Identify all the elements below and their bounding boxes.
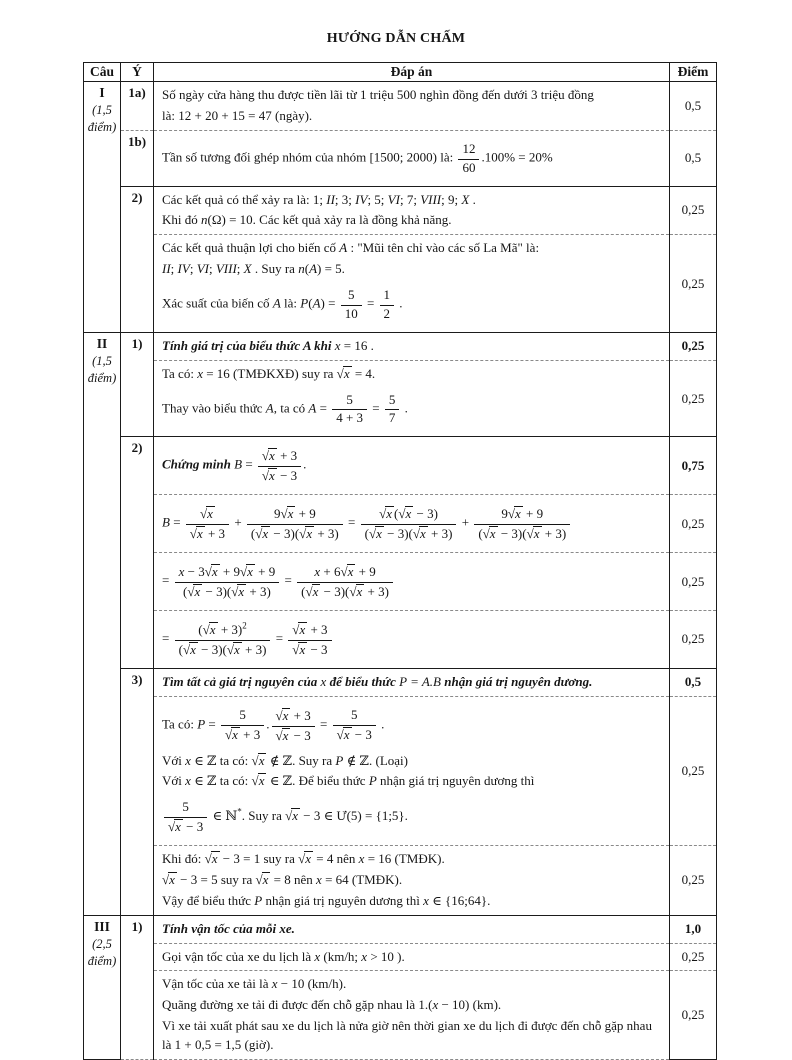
cell-part: 1) — [121, 915, 154, 1059]
cell-part: 1b) — [121, 130, 154, 186]
radical-icon: √ — [280, 506, 288, 522]
answer-line: Các kết quả thuận lợi cho biến cố A : "Mũi tên chỉ vào các số La Mã" là: — [162, 240, 540, 256]
sqrt-expression: √x — [275, 727, 289, 743]
answer-line: là: 12 + 20 + 15 = 47 (ngày). — [162, 107, 313, 123]
radical-icon: √ — [275, 707, 283, 723]
column-header-diem: Điểm — [670, 63, 717, 82]
fraction: $\frac{x - 3√x + 9√x + 9}{(√x - 3)(√x + 3)}$ — [175, 563, 280, 600]
radical-icon: √ — [336, 365, 344, 381]
radical-icon: √ — [189, 526, 197, 542]
sqrt-expression: √x — [398, 506, 412, 522]
cell-score: 0,5 — [670, 82, 717, 131]
cell-answer — [154, 943, 670, 971]
cell-part: 1) — [121, 332, 154, 437]
cell-score: 0,25 — [670, 332, 717, 360]
radical-icon: √ — [251, 752, 259, 768]
sqrt-expression: √x — [275, 707, 289, 723]
radical-icon: √ — [231, 584, 239, 600]
question-points-note: điểm) — [87, 370, 117, 385]
answer-line: Gọi vận tốc của xe du lịch là x (km/h; x > 10 ). — [162, 948, 405, 964]
cell-score: 0,25 — [670, 611, 717, 669]
cell-answer — [154, 186, 670, 235]
fraction: $\frac{5}{7}$ — [385, 392, 400, 427]
radical-icon: √ — [336, 727, 344, 743]
fraction: $\frac{5}{√x - 3}$ — [164, 799, 207, 835]
sqrt-expression: √x — [305, 584, 319, 600]
radical-icon: √ — [239, 564, 248, 580]
cell-part: 2) — [121, 437, 154, 669]
table-row — [84, 495, 717, 553]
cell-answer — [154, 553, 670, 611]
radical-icon: √ — [199, 506, 208, 522]
table-row — [84, 668, 717, 696]
answer-line: B = $\frac{√x}{√x + 3}$ + $\frac{9√x + 9}{(√x - 3)(√x + 3)}$ = $\frac{√x (√x - 3)}{(√x - 3)(√x + 3)}$ + $\frac{9√x + 9}{(√x - 3)(√x + 3)}$ — [162, 505, 661, 542]
fraction: $\frac{(√x + 3)^2}{(√x - 3)(√x + 3)}$ — [175, 621, 271, 658]
answer-line: Vận tốc của xe tải là x − 10 (km/h). — [162, 976, 347, 992]
radical-icon: √ — [275, 727, 283, 743]
fraction: $\frac{√x (√x - 3)}{(√x - 3)(√x + 3)}$ — [361, 505, 457, 542]
answer-line: Tần số tương đối ghép nhóm của nhóm [1500; 2000) là: $\frac{12}{60}$ .100% = 20% — [162, 140, 553, 175]
radical-icon: √ — [292, 641, 300, 657]
question-points-note: (1,5 — [92, 354, 112, 369]
cell-score: 0,25 — [670, 846, 717, 916]
sqrt-expression: √x — [292, 641, 306, 657]
grading-table — [83, 62, 717, 1060]
cell-cau — [84, 332, 121, 915]
answer-line: II; IV; VI; VIII; X . Suy ra n(A) = 5. — [162, 261, 345, 277]
answer-line: Tính vận tốc của mỗi xe. — [162, 920, 295, 936]
sqrt-expression: √x — [162, 871, 177, 890]
radical-icon: √ — [507, 506, 515, 522]
cell-answer — [154, 82, 670, 131]
cell-score: 0,25 — [670, 696, 717, 845]
radical-icon: √ — [251, 773, 259, 789]
sqrt-expression: √x — [261, 448, 275, 464]
answer-line: Các kết quả có thể xảy ra là: 1; II; 3; IV; 5; VI; 7; VIII; 9; X . — [162, 191, 476, 207]
cell-score: 0,75 — [670, 437, 717, 495]
cell-score: 0,5 — [670, 130, 717, 186]
fraction: $\frac{12}{60}$ — [458, 141, 479, 176]
answer-line: Khi đó n(Ω) = 10. Các kết quả xảy ra là đồng khả năng. — [162, 212, 452, 228]
sqrt-expression: √x — [379, 506, 393, 522]
answer-line: Xác suất của biến cố A là: P(A) = $\frac{5}{10}$ = $\frac{1}{2}$ . — [162, 286, 403, 321]
answer-line: Vì xe tải xuất phát sau xe du lịch là nửa giờ nên thời gian xe du lịch đi được đến chỗ gặp nhau là 1 + 0,5 = 1,5 (giờ). — [162, 1018, 652, 1052]
radical-icon: √ — [340, 564, 348, 580]
sqrt-expression: √x — [507, 506, 521, 522]
answer-line: Với x ∈ ℤ ta có: √x ∈ ℤ. Để biểu thức P nhận giá trị nguyên dương thì — [162, 772, 661, 791]
cell-score: 0,25 — [670, 553, 717, 611]
cell-answer — [154, 696, 670, 845]
radical-icon: √ — [526, 526, 534, 542]
fraction: $\frac{√x}{√x + 3}$ — [186, 505, 229, 542]
table-row — [84, 943, 717, 971]
cell-part: 2) — [121, 186, 154, 332]
sqrt-expression: √x — [298, 850, 313, 869]
table-row — [84, 915, 717, 943]
radical-icon: √ — [298, 851, 306, 867]
fraction: $\frac{5}{10}$ — [341, 287, 362, 322]
cell-score: 0,25 — [670, 186, 717, 235]
table-header-row — [84, 63, 717, 82]
fraction: $\frac{√x + 3}{√x - 3}$ — [258, 447, 301, 484]
sqrt-expression: √x — [205, 850, 220, 869]
radical-icon: √ — [226, 641, 234, 657]
cell-score: 0,25 — [670, 943, 717, 971]
table-row — [84, 186, 717, 235]
sqrt-expression: √x — [292, 622, 306, 637]
sqrt-expression: √x — [168, 819, 181, 835]
table-row — [84, 553, 717, 611]
sqrt-expression: √x — [239, 564, 253, 580]
sqrt-expression: √x — [337, 365, 352, 384]
cell-score: 0,5 — [670, 668, 717, 696]
fraction: $\frac{5}{√x + 3}$ — [221, 707, 264, 743]
answer-line: Tính giá trị của biểu thức A khi x = 16 . — [162, 337, 374, 353]
question-number: III — [94, 918, 110, 934]
radical-icon: √ — [182, 641, 191, 657]
sqrt-expression: √x — [252, 772, 267, 791]
fraction: $\frac{√x + 3}{√x - 3}$ — [272, 707, 315, 744]
cell-answer — [154, 437, 670, 495]
answer-line: Thay vào biểu thức A, ta có A = $\frac{5}{4 + 3}$ = $\frac{5}{7}$ . — [162, 391, 408, 426]
table-row — [84, 846, 717, 916]
sqrt-expression: √x — [299, 526, 313, 542]
sqrt-expression: √x — [340, 564, 354, 580]
sqrt-expression: √x — [526, 526, 540, 542]
cell-part: 3) — [121, 668, 154, 915]
radical-icon: √ — [379, 506, 387, 522]
sqrt-expression: √x — [182, 641, 196, 657]
radical-icon: √ — [368, 526, 377, 542]
cell-part: 1a) — [121, 82, 154, 131]
sqrt-expression: √x — [204, 564, 218, 580]
question-points-note: điểm) — [87, 120, 117, 135]
radical-icon: √ — [482, 526, 490, 542]
table-row — [84, 360, 717, 437]
page-title: HƯỚNG DẪN CHẤM — [326, 31, 466, 46]
answer-line: $\frac{5}{√x - 3}$ ∈ ℕ*. Suy ra √x − 3 ∈ Ư(5) = {1;5}. — [162, 799, 661, 835]
cell-answer — [154, 360, 670, 437]
cell-answer — [154, 668, 670, 696]
sqrt-expression: √x — [285, 807, 300, 826]
cell-answer — [154, 846, 670, 916]
cell-answer — [154, 611, 670, 669]
sqrt-expression: √x — [255, 526, 269, 542]
sqrt-expression: √x — [199, 506, 213, 522]
table-row — [84, 130, 717, 186]
cell-answer — [154, 332, 670, 360]
radical-icon: √ — [204, 851, 212, 867]
sqrt-expression: √x — [189, 526, 203, 542]
sqrt-expression: √x — [187, 584, 201, 600]
cell-score: 0,25 — [670, 495, 717, 553]
question-points-note: (2,5 — [92, 936, 112, 951]
radical-icon: √ — [305, 584, 313, 600]
table-row — [84, 82, 717, 131]
sqrt-expression: √x — [226, 641, 240, 657]
sqrt-expression: √x — [261, 468, 275, 484]
cell-score: 0,25 — [670, 235, 717, 333]
column-header-y: Ý — [121, 63, 154, 82]
cell-answer — [154, 130, 670, 186]
question-number: I — [99, 85, 105, 100]
cell-score: 0,25 — [670, 360, 717, 437]
cell-answer — [154, 971, 670, 1059]
answer-line: = $\frac{(√x + 3)^2}{(√x - 3)(√x + 3)}$ = $\frac{√x + 3}{√x - 3}$ — [162, 621, 661, 658]
answer-line: Quãng đường xe tải đi được đến chỗ gặp nhau là 1.(x − 10) (km). — [162, 997, 502, 1013]
answer-line: Khi đó: √x − 3 = 1 suy ra √x = 4 nên x = 16 (TMĐK). — [162, 850, 661, 869]
radical-icon: √ — [349, 584, 357, 600]
table-row — [84, 437, 717, 495]
sqrt-expression: √x — [256, 871, 271, 890]
cell-cau — [84, 82, 121, 333]
sqrt-expression: √x — [231, 584, 245, 600]
radical-icon: √ — [412, 526, 421, 542]
sqrt-expression: √x — [202, 622, 216, 637]
fraction: $\frac{x + 6√x + 9}{(√x - 3)(√x + 3)}$ — [297, 563, 393, 600]
radical-icon: √ — [261, 448, 270, 464]
sqrt-expression: √x — [252, 752, 267, 771]
radical-icon: √ — [168, 819, 176, 835]
table-row — [84, 332, 717, 360]
fraction: $\frac{9√x + 9}{(√x - 3)(√x + 3)}$ — [474, 505, 570, 542]
radical-icon: √ — [299, 526, 307, 542]
sqrt-expression: √x — [336, 727, 350, 743]
cell-answer — [154, 495, 670, 553]
answer-table-body — [84, 82, 717, 1060]
question-number: II — [96, 335, 108, 351]
radical-icon: √ — [285, 808, 293, 824]
radical-icon: √ — [187, 584, 195, 600]
radical-icon: √ — [162, 872, 170, 887]
answer-line: Số ngày cửa hàng thu được tiền lãi từ 1 triệu 500 nghìn đồng đến dưới 3 triệu đồng — [162, 87, 594, 102]
table-row — [84, 971, 717, 1059]
sqrt-expression: √x — [482, 526, 496, 542]
sqrt-expression: √x — [224, 727, 238, 743]
sqrt-expression: √x — [412, 526, 426, 542]
question-points-note: (1,5 — [92, 103, 112, 118]
column-header-dapan: Đáp án — [154, 63, 670, 82]
answer-line: = $\frac{x - 3√x + 9√x + 9}{(√x - 3)(√x + 3)}$ = $\frac{x + 6√x + 9}{(√x - 3)(√x + 3)}$ — [162, 563, 661, 600]
table-row — [84, 235, 717, 333]
fraction: $\frac{9√x + 9}{(√x - 3)(√x + 3)}$ — [247, 505, 343, 542]
fraction: $\frac{1}{2}$ — [380, 287, 395, 322]
radical-icon: √ — [255, 526, 263, 542]
radical-icon: √ — [204, 564, 212, 580]
radical-icon: √ — [255, 872, 263, 887]
cell-answer — [154, 235, 670, 333]
answer-line: Tìm tất cả giá trị nguyên của x để biểu thức P = A.B nhận giá trị nguyên dương. — [162, 673, 593, 689]
cell-cau — [84, 915, 121, 1059]
table-row — [84, 611, 717, 669]
radical-icon: √ — [202, 622, 210, 637]
answer-line: Chứng minh B = $\frac{√x + 3}{√x - 3}$ . — [162, 448, 307, 484]
cell-answer — [154, 915, 670, 943]
sqrt-expression: √x — [368, 526, 382, 542]
question-points-note: điểm) — [87, 953, 117, 968]
radical-icon: √ — [292, 622, 300, 637]
sqrt-expression: √x — [280, 506, 294, 522]
sqrt-expression: √x — [349, 584, 363, 600]
answer-line: Ta có: P = $\frac{5}{√x + 3}$ . $\frac{√x + 3}{√x - 3}$ = $\frac{5}{√x - 3}$ . — [162, 707, 385, 743]
column-header-cau: Câu — [84, 63, 121, 82]
radical-icon: √ — [224, 727, 233, 743]
fraction: $\frac{√x + 3}{√x - 3}$ — [288, 621, 331, 658]
answer-line: Với x ∈ ℤ ta có: √x ∉ ℤ. Suy ra P ∉ ℤ. (Loại) — [162, 752, 661, 771]
cell-score: 1,0 — [670, 915, 717, 943]
table-row — [84, 696, 717, 845]
cell-score: 0,25 — [670, 971, 717, 1059]
answer-line: √x − 3 = 5 suy ra √x = 8 nên x = 64 (TMĐK). — [162, 871, 661, 890]
fraction: $\frac{5}{4 + 3}$ — [332, 392, 367, 427]
fraction: $\frac{5}{√x - 3}$ — [333, 707, 376, 743]
answer-line: Vậy để biểu thức P nhận giá trị nguyên dương thì x ∈ {16;64}. — [162, 892, 491, 908]
answer-line: Ta có: x = 16 (TMĐKXĐ) suy ra √x = 4. — [162, 365, 661, 384]
radical-icon: √ — [261, 468, 270, 484]
radical-icon: √ — [398, 506, 406, 522]
